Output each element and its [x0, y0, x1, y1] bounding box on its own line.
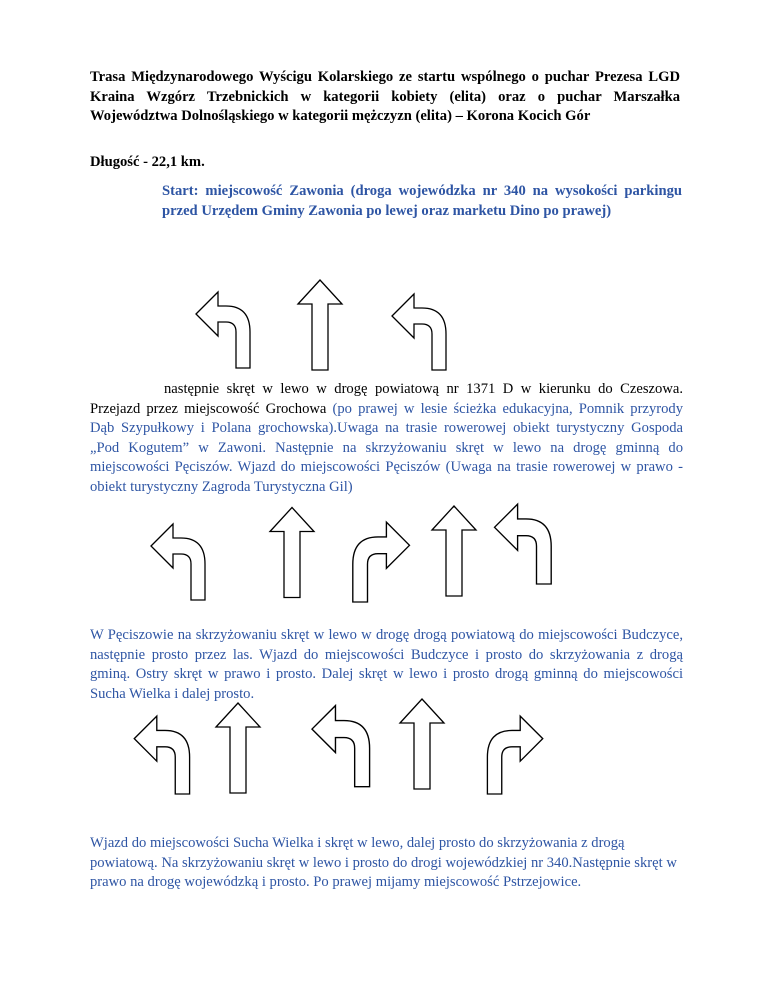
start-description: Start: miejscowość Zawonia (droga wojewódzka nr 340 na wysokości parkingu przed Urzędem Gminy Zawonia po lewej oraz marketu Dino po prawej): [162, 183, 682, 219]
straight-arrow-icon: [298, 280, 342, 370]
straight-arrow-icon: [400, 696, 444, 792]
turn-left-arrow-icon: [392, 290, 452, 370]
turn-left-arrow-icon: [312, 700, 376, 788]
straight-arrow-icon: [216, 700, 260, 796]
document-title: Trasa Międzynarodowego Wyścigu Kolarskiego ze startu wspólnego o puchar Prezesa LGD Kraina Wzgórz Trzebnickich w kategorii kobiety (elita) oraz o puchar Marszałka Województwa Dolnośląskiego w kategorii mężczyzn (elita) – Korona Kocich Gór: [90, 69, 680, 124]
turn-left-arrow-icon: [196, 288, 256, 368]
straight-arrow-icon: [270, 505, 314, 600]
turn-left-arrow-icon: [494, 500, 558, 584]
route-length: Długość - 22,1 km.: [90, 154, 205, 170]
route-paragraph-1: [90, 380, 683, 497]
route-paragraph-1-part-1: następnie skręt w lewo w drogę powiatową nr 1371 D w kierunku do Czeszowa. Przejazd przez miejscowość Grochowa: [90, 381, 683, 417]
route-paragraph-3: Wjazd do miejscowości Sucha Wielka i skręt w lewo, dalej prosto do skrzyżowania z drogą powiatową. Na skrzyżowaniu skręt w lewo i prosto do drogi wojewódzkiej nr 340.Następnie skręt w prawo na drogę wojewódzką i prosto. Po prawej mijamy miejscowość Pstrzejowice.: [90, 835, 677, 890]
route-paragraph-1-part-2: (po prawej w lesie ścieżka edukacyjna, Pomnik przyrody Dąb Szypułkowy i Polana grochowska).Uwaga na trasie rowerowej obiekt turystyczny Gospoda „Pod Kogutem” w Zawoni. Następnie na skrzyżowaniu skręt w lewo na drogę gminną do miejscowości Pęciszów. Wjazd do miejscowości Pęciszów (Uwaga na trasie rowerowej w prawo -obiekt turystyczny Zagroda Turystyczna Gil): [90, 400, 683, 495]
straight-arrow-icon: [432, 502, 476, 600]
turn-right-arrow-icon: [478, 712, 546, 794]
turn-right-arrow-icon: [346, 518, 410, 602]
route-paragraph-2: W Pęciszowie na skrzyżowaniu skręt w lewo w drogę drogą powiatową do miejscowości Budczyce, następnie prosto przez las. Wjazd do miejscowości Budczyce i prosto do skrzyżowania z drogą gminą. Ostry skręt w prawo i prosto. Dalej skręt w lewo i prosto drogą gminną do miejscowości Sucha Wielka i dalej prosto.: [90, 627, 683, 702]
turn-left-arrow-icon: [150, 520, 212, 600]
turn-left-arrow-icon: [134, 712, 196, 794]
